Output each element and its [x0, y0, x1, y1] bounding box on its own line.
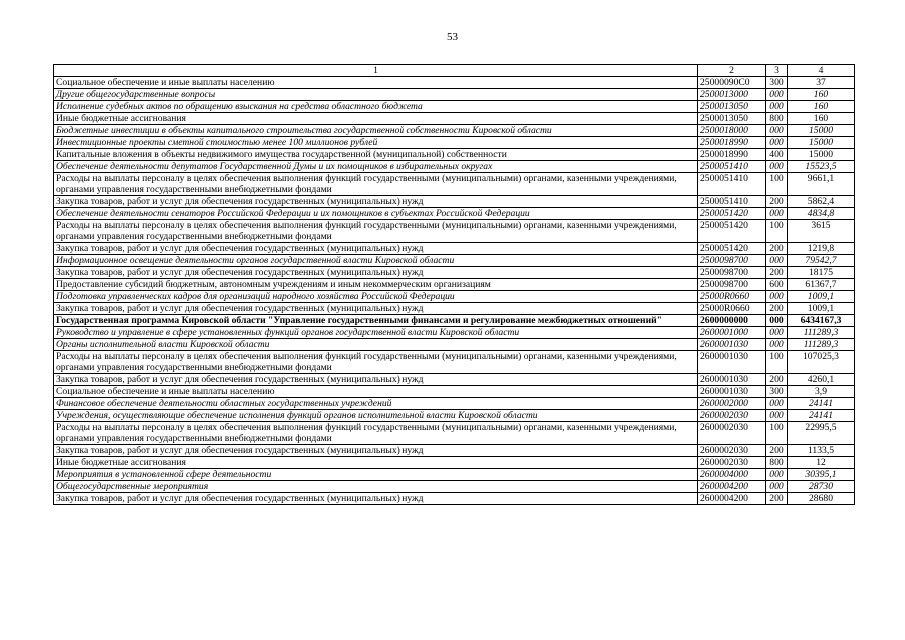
- row-code-cell: 2500018990: [698, 137, 766, 149]
- row-type-cell: 100: [766, 220, 788, 243]
- row-type-cell: 200: [766, 445, 788, 457]
- row-name-cell: Органы исполнительной власти Кировской области: [54, 339, 698, 351]
- table-body: [54, 77, 855, 505]
- row-code-cell: 2600001000: [698, 327, 766, 339]
- table-row: [54, 89, 855, 101]
- row-code-cell: 2600002030: [698, 457, 766, 469]
- row-name-cell: Расходы на выплаты персоналу в целях обеспечения выполнения функций государственными (муниципальными) органами, казенными учреждениями, органами управления государственными внебюджетными фондами: [54, 173, 698, 196]
- row-code-cell: 2600001030: [698, 351, 766, 374]
- table-row: [54, 113, 855, 125]
- row-name-cell: Государственная программа Кировской области "Управление государственными финансами и регулирование межбюджетных отношений": [54, 315, 698, 327]
- row-type-cell: 000: [766, 339, 788, 351]
- row-amount-cell: 1219,8: [788, 243, 855, 255]
- table-row: [54, 410, 855, 422]
- row-type-cell: 600: [766, 279, 788, 291]
- row-code-cell: 2500013050: [698, 113, 766, 125]
- row-code-cell: 2600002000: [698, 398, 766, 410]
- row-name-cell: Капитальные вложения в объекты недвижимого имущества государственной (муниципальной) собственности: [54, 149, 698, 161]
- row-name-cell: Обеспечение деятельности депутатов Государственной Думы и их помощников в избирательных округах: [54, 161, 698, 173]
- row-amount-cell: 15523,5: [788, 161, 855, 173]
- table-row: [54, 315, 855, 327]
- row-code-cell: 2500051410: [698, 173, 766, 196]
- row-code-cell: 2500098700: [698, 267, 766, 279]
- table-row: [54, 279, 855, 291]
- budget-table: [53, 64, 855, 505]
- table-row: [54, 339, 855, 351]
- table-row: [54, 481, 855, 493]
- row-code-cell: 2600002030: [698, 445, 766, 457]
- table-row: [54, 398, 855, 410]
- row-type-cell: 000: [766, 125, 788, 137]
- row-name-cell: Мероприятия в установленной сфере деятельности: [54, 469, 698, 481]
- row-amount-cell: 160: [788, 113, 855, 125]
- row-code-cell: 2500013000: [698, 89, 766, 101]
- row-amount-cell: 15000: [788, 137, 855, 149]
- row-code-cell: 2500051410: [698, 161, 766, 173]
- table-row: [54, 220, 855, 243]
- row-type-cell: 100: [766, 173, 788, 196]
- row-code-cell: 2500051410: [698, 196, 766, 208]
- row-amount-cell: 79542,7: [788, 255, 855, 267]
- row-code-cell: 2600004200: [698, 493, 766, 505]
- row-type-cell: 000: [766, 137, 788, 149]
- row-code-cell: 2500051420: [698, 220, 766, 243]
- row-amount-cell: 3,9: [788, 386, 855, 398]
- table-header-row: [54, 65, 855, 77]
- row-code-cell: 2600001030: [698, 386, 766, 398]
- row-code-cell: 2500018000: [698, 125, 766, 137]
- row-code-cell: 2600004000: [698, 469, 766, 481]
- row-amount-cell: 9661,1: [788, 173, 855, 196]
- row-code-cell: 2500018990: [698, 149, 766, 161]
- table-row: [54, 137, 855, 149]
- row-type-cell: 200: [766, 303, 788, 315]
- row-amount-cell: 15000: [788, 125, 855, 137]
- table-row: [54, 161, 855, 173]
- table-row: [54, 196, 855, 208]
- row-name-cell: Закупка товаров, работ и услуг для обеспечения государственных (муниципальных) нужд: [54, 196, 698, 208]
- row-amount-cell: 22995,5: [788, 422, 855, 445]
- row-name-cell: Информационное освещение деятельности органов государственной власти Кировской области: [54, 255, 698, 267]
- row-amount-cell: 30395,1: [788, 469, 855, 481]
- row-code-cell: 2500098700: [698, 255, 766, 267]
- row-code-cell: 25000R0660: [698, 291, 766, 303]
- row-type-cell: 100: [766, 422, 788, 445]
- row-type-cell: 200: [766, 267, 788, 279]
- row-amount-cell: 107025,3: [788, 351, 855, 374]
- table-row: [54, 351, 855, 374]
- row-type-cell: 000: [766, 208, 788, 220]
- row-amount-cell: 111289,3: [788, 327, 855, 339]
- table-row: [54, 445, 855, 457]
- row-name-cell: Предоставление субсидий бюджетным, автономным учреждениям и иным некоммерческим организациям: [54, 279, 698, 291]
- row-type-cell: 300: [766, 77, 788, 89]
- row-amount-cell: 111289,3: [788, 339, 855, 351]
- row-name-cell: Закупка товаров, работ и услуг для обеспечения государственных (муниципальных) нужд: [54, 374, 698, 386]
- row-type-cell: 200: [766, 196, 788, 208]
- header-col-code: 2: [698, 65, 766, 77]
- table-row: [54, 386, 855, 398]
- table-row: [54, 267, 855, 279]
- row-name-cell: Бюджетные инвестиции в объекты капитального строительства государственной собственности Кировской области: [54, 125, 698, 137]
- row-code-cell: 2500051420: [698, 243, 766, 255]
- table-row: [54, 327, 855, 339]
- row-type-cell: 000: [766, 291, 788, 303]
- row-code-cell: 2600001030: [698, 374, 766, 386]
- row-code-cell: 2600004200: [698, 481, 766, 493]
- row-amount-cell: 12: [788, 457, 855, 469]
- row-amount-cell: 24141: [788, 398, 855, 410]
- row-name-cell: Исполнение судебных актов по обращению взыскания на средства областного бюджета: [54, 101, 698, 113]
- row-name-cell: Расходы на выплаты персоналу в целях обеспечения выполнения функций государственными (муниципальными) органами, казенными учреждениями, органами управления государственными внебюджетными фондами: [54, 220, 698, 243]
- row-type-cell: 000: [766, 315, 788, 327]
- table-row: [54, 291, 855, 303]
- row-code-cell: 25000090С0: [698, 77, 766, 89]
- table-row: [54, 303, 855, 315]
- row-code-cell: 2600002030: [698, 410, 766, 422]
- row-amount-cell: 28730: [788, 481, 855, 493]
- row-type-cell: 000: [766, 101, 788, 113]
- row-name-cell: Учреждения, осуществляющие обеспечение исполнения функций органов исполнительной власти Кировской области: [54, 410, 698, 422]
- page-number: 53: [447, 31, 458, 43]
- row-amount-cell: 160: [788, 101, 855, 113]
- row-name-cell: Социальное обеспечение и иные выплаты населению: [54, 386, 698, 398]
- row-name-cell: Общегосударственные мероприятия: [54, 481, 698, 493]
- row-name-cell: Расходы на выплаты персоналу в целях обеспечения выполнения функций государственными (муниципальными) органами, казенными учреждениями, органами управления государственными внебюджетными фондами: [54, 351, 698, 374]
- row-type-cell: 200: [766, 374, 788, 386]
- row-code-cell: 2600001030: [698, 339, 766, 351]
- row-amount-cell: 5862,4: [788, 196, 855, 208]
- row-code-cell: 2500098700: [698, 279, 766, 291]
- table-row: [54, 457, 855, 469]
- table-row: [54, 469, 855, 481]
- table-row: [54, 422, 855, 445]
- row-amount-cell: 18175: [788, 267, 855, 279]
- row-type-cell: 300: [766, 386, 788, 398]
- row-type-cell: 100: [766, 351, 788, 374]
- row-amount-cell: 1133,5: [788, 445, 855, 457]
- row-type-cell: 000: [766, 398, 788, 410]
- row-type-cell: 400: [766, 149, 788, 161]
- table-row: [54, 125, 855, 137]
- row-name-cell: Финансовое обеспечение деятельности областных государственных учреждений: [54, 398, 698, 410]
- table-row: [54, 173, 855, 196]
- row-type-cell: 200: [766, 243, 788, 255]
- row-name-cell: Расходы на выплаты персоналу в целях обеспечения выполнения функций государственными (муниципальными) органами, казенными учреждениями, органами управления государственными внебюджетными фондами: [54, 422, 698, 445]
- row-amount-cell: 160: [788, 89, 855, 101]
- row-amount-cell: 4260,1: [788, 374, 855, 386]
- table-row: [54, 493, 855, 505]
- header-col-type: 3: [766, 65, 788, 77]
- row-amount-cell: 24141: [788, 410, 855, 422]
- row-code-cell: 2500013050: [698, 101, 766, 113]
- row-type-cell: 800: [766, 113, 788, 125]
- row-code-cell: 2500051420: [698, 208, 766, 220]
- header-col-name: 1: [54, 65, 698, 77]
- table-row: [54, 255, 855, 267]
- row-type-cell: 000: [766, 469, 788, 481]
- row-amount-cell: 6434167,3: [788, 315, 855, 327]
- row-name-cell: Закупка товаров, работ и услуг для обеспечения государственных (муниципальных) нужд: [54, 445, 698, 457]
- row-type-cell: 200: [766, 493, 788, 505]
- table-row: [54, 149, 855, 161]
- row-name-cell: Закупка товаров, работ и услуг для обеспечения государственных (муниципальных) нужд: [54, 303, 698, 315]
- row-type-cell: 000: [766, 89, 788, 101]
- row-amount-cell: 28680: [788, 493, 855, 505]
- row-name-cell: Закупка товаров, работ и услуг для обеспечения государственных (муниципальных) нужд: [54, 267, 698, 279]
- row-amount-cell: 61367,7: [788, 279, 855, 291]
- row-amount-cell: 1009,1: [788, 303, 855, 315]
- row-type-cell: 800: [766, 457, 788, 469]
- row-name-cell: Иные бюджетные ассигнования: [54, 457, 698, 469]
- row-type-cell: 000: [766, 161, 788, 173]
- row-name-cell: Подготовка управленческих кадров для организаций народного хозяйства Российской Федерации: [54, 291, 698, 303]
- header-col-amount: 4: [788, 65, 855, 77]
- row-code-cell: 2600002030: [698, 422, 766, 445]
- row-name-cell: Иные бюджетные ассигнования: [54, 113, 698, 125]
- row-code-cell: 2600000000: [698, 315, 766, 327]
- table-row: [54, 208, 855, 220]
- row-name-cell: Другие общегосударственные вопросы: [54, 89, 698, 101]
- row-amount-cell: 4834,8: [788, 208, 855, 220]
- row-name-cell: Инвестиционные проекты сметной стоимостью менее 100 миллионов рублей: [54, 137, 698, 149]
- row-amount-cell: 37: [788, 77, 855, 89]
- row-amount-cell: 1009,1: [788, 291, 855, 303]
- row-name-cell: Обеспечение деятельности сенаторов Российской Федерации и их помощников в субъектах Российской Федерации: [54, 208, 698, 220]
- row-name-cell: Закупка товаров, работ и услуг для обеспечения государственных (муниципальных) нужд: [54, 493, 698, 505]
- row-name-cell: Социальное обеспечение и иные выплаты населению: [54, 77, 698, 89]
- row-name-cell: Руководство и управление в сфере установленных функций органов государственной власти Кировской области: [54, 327, 698, 339]
- table-row: [54, 243, 855, 255]
- row-type-cell: 000: [766, 481, 788, 493]
- table-row: [54, 77, 855, 89]
- row-type-cell: 000: [766, 255, 788, 267]
- table-row: [54, 374, 855, 386]
- row-type-cell: 000: [766, 410, 788, 422]
- table-row: [54, 101, 855, 113]
- row-amount-cell: 3615: [788, 220, 855, 243]
- row-type-cell: 000: [766, 327, 788, 339]
- row-name-cell: Закупка товаров, работ и услуг для обеспечения государственных (муниципальных) нужд: [54, 243, 698, 255]
- row-amount-cell: 15000: [788, 149, 855, 161]
- row-code-cell: 25000R0660: [698, 303, 766, 315]
